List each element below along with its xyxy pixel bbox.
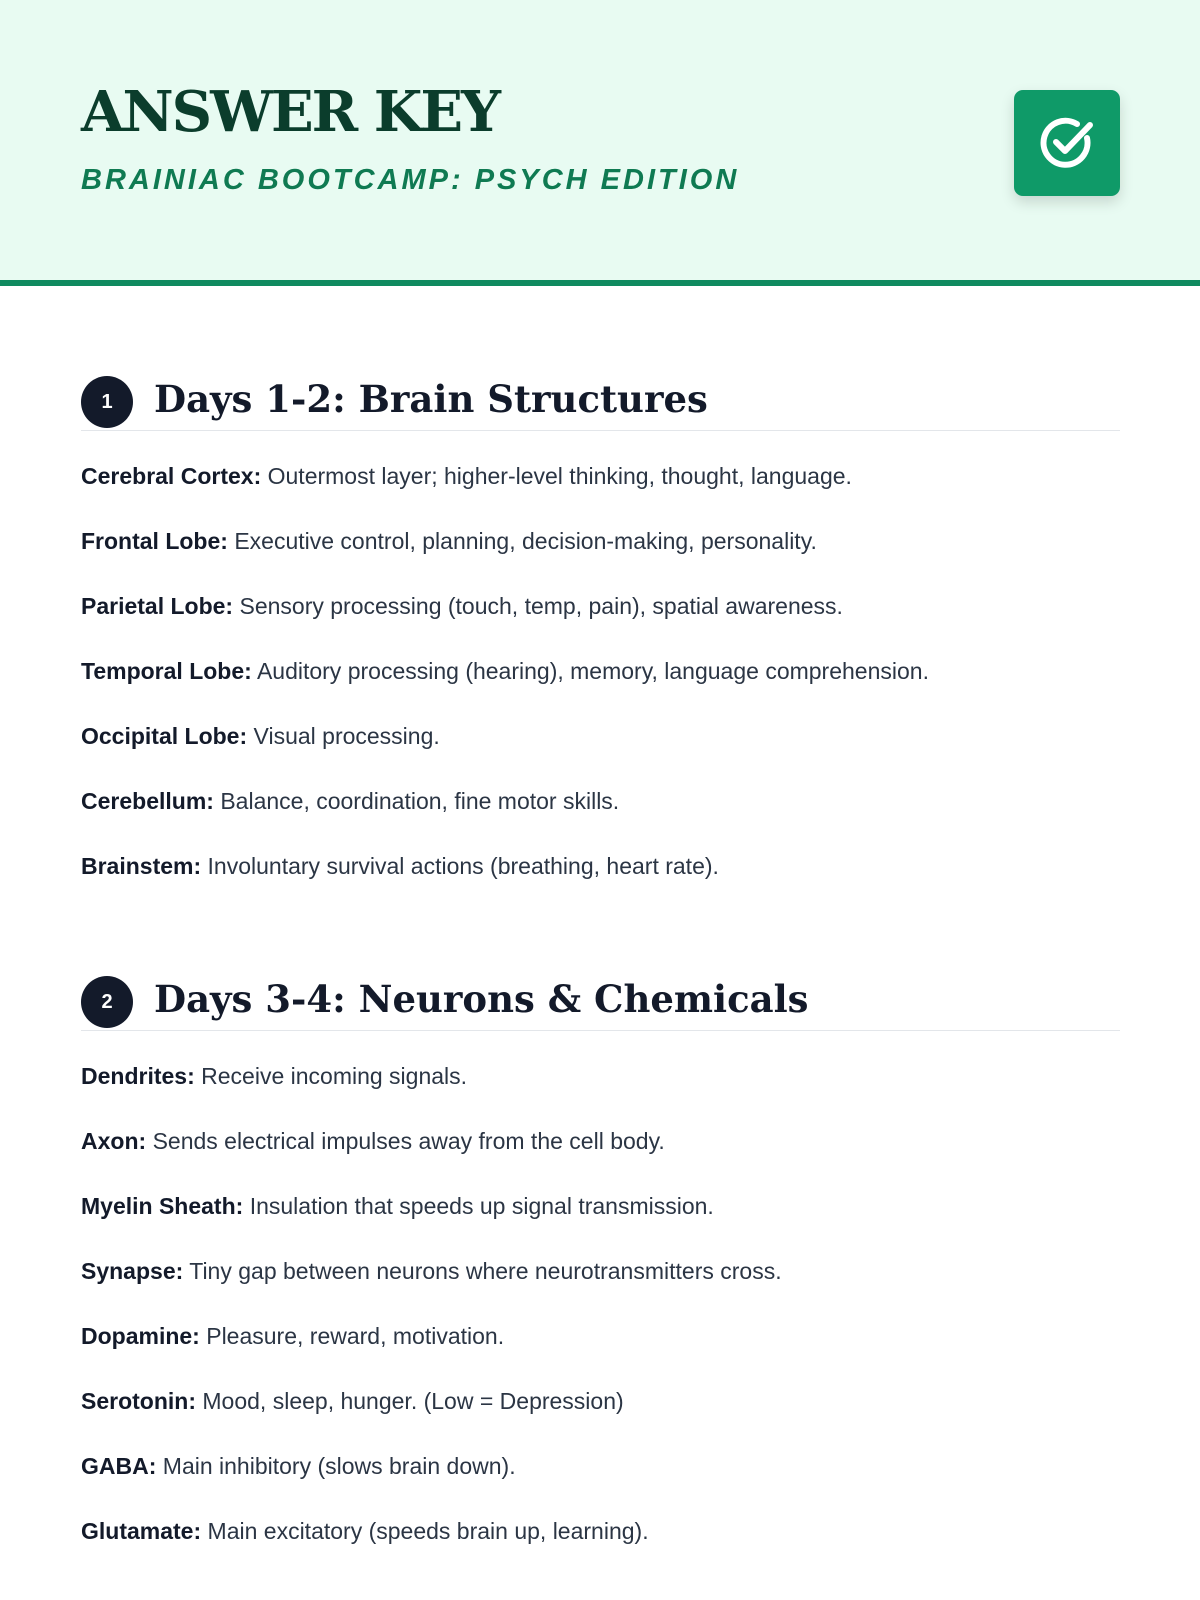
list-item [81,660,1120,725]
list-item [81,790,1120,855]
term-definition: Sends electrical impulses away from the cell body. [152,1128,665,1154]
list-item [81,1520,1120,1585]
page-header [0,0,1200,286]
term-label: Cerebellum: [81,788,214,814]
section-title: Days 3-4: Neurons & Chemicals [154,977,809,1021]
check-circle-icon [1035,111,1099,175]
section-neurons-chemicals [81,976,1120,1585]
term-definition: Outermost layer; higher-level thinking, thought, language. [267,463,852,489]
term-label: Serotonin: [81,1388,196,1414]
list-item [81,855,1120,920]
term-label: Temporal Lobe: [81,658,252,684]
term-list [81,1065,1120,1585]
term-label: Axon: [81,1128,147,1154]
term-label: Frontal Lobe: [81,528,228,554]
section-number-badge: 2 [81,976,133,1028]
term-definition: Main excitatory (speeds brain up, learning). [207,1518,649,1544]
list-item [81,725,1120,790]
section-title: Days 1-2: Brain Structures [154,377,708,421]
check-badge [1014,90,1120,196]
term-label: Dopamine: [81,1323,200,1349]
list-item [81,1390,1120,1455]
term-definition: Involuntary survival actions (breathing, heart rate). [207,853,719,879]
section-heading [81,376,1120,431]
term-label: Cerebral Cortex: [81,463,262,489]
list-item [81,530,1120,595]
section-number-badge: 1 [81,376,133,428]
page-title: ANSWER KEY [81,79,500,145]
term-definition: Mood, sleep, hunger. (Low = Depression) [202,1388,624,1414]
list-item [81,1130,1120,1195]
term-definition: Pleasure, reward, motivation. [206,1323,505,1349]
list-item [81,1195,1120,1260]
term-definition: Executive control, planning, decision-making, personality. [234,528,817,554]
list-item [81,1065,1120,1130]
list-item [81,595,1120,660]
term-definition: Insulation that speeds up signal transmission. [249,1193,714,1219]
term-label: Myelin Sheath: [81,1193,244,1219]
page-subtitle: BRAINIAC BOOTCAMP: PSYCH EDITION [81,164,740,196]
term-label: GABA: [81,1453,157,1479]
term-definition: Visual processing. [253,723,440,749]
term-label: Dendrites: [81,1063,195,1089]
term-label: Occipital Lobe: [81,723,248,749]
term-label: Glutamate: [81,1518,202,1544]
section-brain-structures [81,376,1120,920]
term-definition: Tiny gap between neurons where neurotransmitters cross. [189,1258,782,1284]
term-definition: Receive incoming signals. [201,1063,468,1089]
term-definition: Auditory processing (hearing), memory, language comprehension. [256,658,929,684]
list-item [81,465,1120,530]
term-list [81,465,1120,920]
list-item [81,1455,1120,1520]
term-label: Synapse: [81,1258,184,1284]
term-label: Parietal Lobe: [81,593,234,619]
section-heading [81,976,1120,1031]
list-item [81,1325,1120,1390]
term-definition: Sensory processing (touch, temp, pain), spatial awareness. [239,593,843,619]
list-item [81,1260,1120,1325]
term-definition: Balance, coordination, fine motor skills. [220,788,620,814]
term-definition: Main inhibitory (slows brain down). [162,1453,516,1479]
term-label: Brainstem: [81,853,202,879]
